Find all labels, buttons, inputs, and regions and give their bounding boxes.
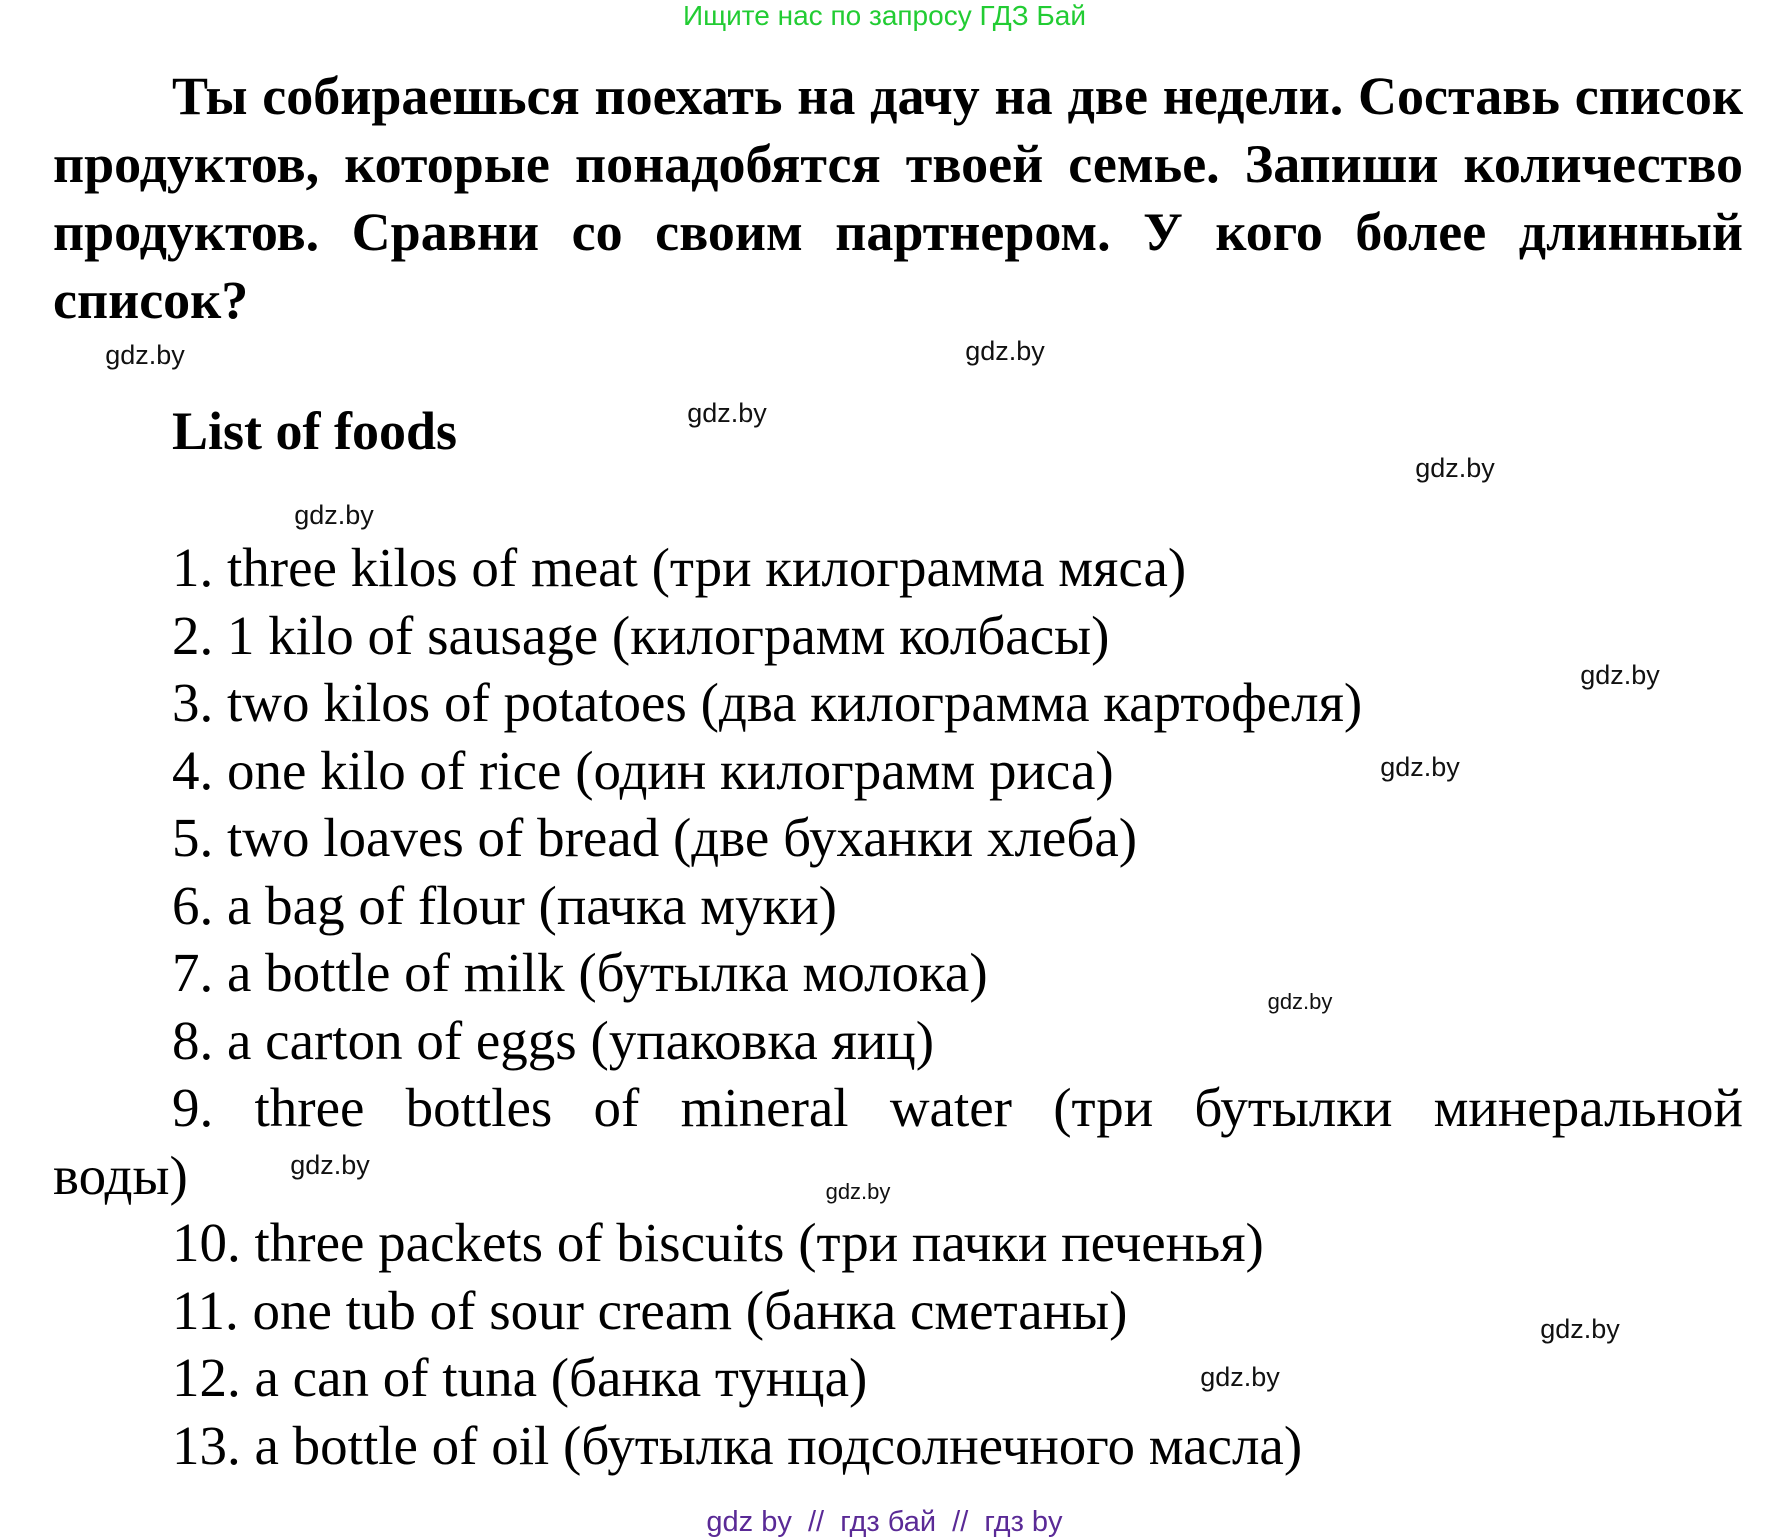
list-item: 13. a bottle of oil (бутылка подсолнечного масла): [172, 1414, 1303, 1476]
list-item: 5. two loaves of bread (две буханки хлеба): [172, 807, 1138, 868]
list-item: 3. two kilos of potatoes (два килограмма картофеля): [172, 672, 1363, 733]
list-item: 6. a bag of flour (пачка муки): [172, 874, 837, 936]
list-item: 8. a carton of eggs (упаковка яиц): [172, 1009, 935, 1071]
footer-watermark: gdz by // гдз бай // гдз by: [706, 1506, 1063, 1538]
watermark: gdz.by: [687, 398, 767, 428]
watermark: gdz.by: [1540, 1314, 1620, 1344]
list-item: 12. a can of tuna (банка тунца): [172, 1347, 868, 1408]
food-list: [53, 534, 1743, 1479]
task-instructions: Ты собираешься поехать на дачу на две недели. Составь список продуктов, которые понадобятся твоей семье. Запиши количество продуктов. Сравни со своим партнером. У кого более длинный список?: [53, 66, 1743, 330]
list-item: 11. one tub of sour cream (банка сметаны): [172, 1279, 1128, 1341]
search-hint-banner: Ищите нас по запросу ГДЗ Бай: [682, 0, 1087, 31]
watermark: gdz.by: [1267, 989, 1333, 1014]
watermark: gdz.by: [1200, 1362, 1280, 1392]
watermark: gdz.by: [1415, 453, 1495, 483]
watermark: gdz.by: [294, 500, 374, 530]
list-item-continuation: воды): [53, 1144, 188, 1206]
watermark: gdz.by: [1580, 660, 1660, 690]
list-item: 2. 1 kilo of sausage (килограмм колбасы): [172, 604, 1110, 666]
watermark: gdz.by: [965, 336, 1045, 366]
list-item: 10. three packets of biscuits (три пачки печенья): [172, 1212, 1264, 1273]
watermark: gdz.by: [825, 1179, 891, 1204]
watermark: gdz.by: [290, 1150, 370, 1180]
list-item: 1. three kilos of meat (три килограмма мяса): [172, 537, 1187, 598]
watermark: gdz.by: [1380, 752, 1460, 782]
watermark: gdz.by: [105, 340, 185, 370]
list-title: List of foods: [172, 401, 458, 461]
list-item: 9. three bottles of mineral water (три бутылки минеральной: [172, 1077, 1743, 1138]
list-item: 4. one kilo of rice (один килограмм риса): [172, 739, 1114, 801]
list-item: 7. a bottle of milk (бутылка молока): [172, 942, 988, 1003]
